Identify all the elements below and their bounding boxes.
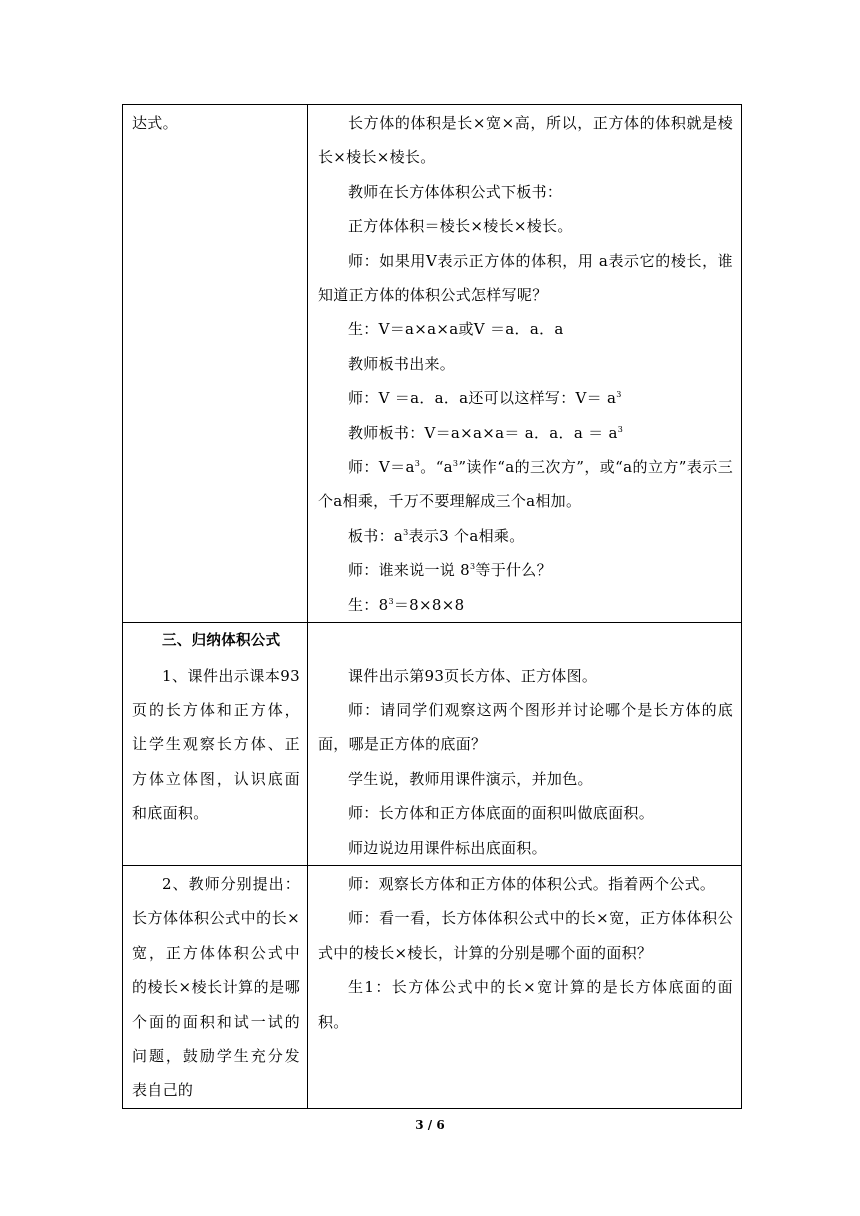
superscript: 3 [616, 390, 622, 400]
section-heading: 三、归纳体积公式 [162, 633, 281, 650]
text-run: 板书：a [348, 526, 404, 545]
superscript: 3 [452, 459, 459, 469]
paragraph: 教师在长方体体积公式下板书： [348, 182, 563, 201]
text-run: ”读作“a的三次方”，或“a的立方”表示三个a相乘，千万不要理解成三个a相加。 [318, 458, 734, 511]
paragraph: 师：观察长方体和正方体的体积公式。指着两个公式。 [348, 874, 716, 893]
superscript: 3 [403, 527, 409, 537]
paragraph [308, 553, 741, 587]
superscript: 3 [470, 562, 476, 572]
paragraph: 长方体的体积是长×宽×高，所以，正方体的体积就是棱长×棱长×棱长。 [318, 114, 733, 167]
paragraph: 学生说，教师用课件演示，并加色。 [348, 769, 593, 788]
paragraph: 师：长方体和正方体底面的面积叫做底面积。 [348, 804, 655, 823]
page-number: 3 / 6 [415, 1118, 445, 1132]
text-run: 生：8 [348, 595, 389, 614]
spacer [308, 624, 741, 658]
text-run: 。“a [420, 458, 453, 477]
paragraph [308, 588, 741, 622]
paragraph [308, 450, 741, 519]
paragraph: 师：如果用V表示正方体的体积，用 a表示它的棱长，谁知道正方体的体积公式怎样写呢？ [318, 251, 733, 305]
superscript: 3 [388, 596, 394, 606]
left-cell [123, 623, 308, 866]
paragraph: 生：V＝a×a×a或V ＝a．a．a [348, 320, 564, 339]
text-run: 师：V＝a [348, 458, 415, 477]
table-row [123, 623, 742, 866]
paragraph: 师：请同学们观察这两个图形并讨论哪个是长方体的底面，哪是正方体的底面？ [318, 700, 733, 754]
superscript: 3 [617, 424, 624, 434]
text-run: 表示3 个a相乘。 [408, 526, 525, 545]
right-cell [308, 865, 742, 1108]
paragraph: 生1：长方体公式中的长×宽计算的是长方体底面的面积。 [318, 978, 733, 1031]
right-cell [308, 623, 742, 866]
left-text: 达式。 [132, 114, 178, 132]
superscript: 3 [414, 459, 421, 469]
left-cell [123, 105, 308, 623]
left-text: 1、课件出示课本93页的长方体和正方体，让学生观察长方体、正方体立体图，认识底面和底面积。 [132, 666, 300, 823]
text-run: 师：谁来说一说 8 [348, 561, 471, 580]
right-cell [308, 105, 742, 623]
left-text: 2、教师分别提出：长方体体积公式中的长×宽，正方体体积公式中的棱长×棱长计算的是哪个面的面积和试一试的问题，鼓励学生充分发表自己的 [132, 874, 300, 1100]
paragraph [308, 381, 741, 415]
lesson-plan-table [122, 104, 742, 1109]
table-row [123, 865, 742, 1108]
text-run: ＝8×8×8 [393, 595, 465, 614]
paragraph [308, 416, 741, 450]
paragraph [308, 519, 741, 553]
paragraph: 课件出示第93页长方体、正方体图。 [348, 666, 598, 685]
paragraph: 师：看一看，长方体体积公式中的长×宽，正方体体积公式中的棱长×棱长，计算的分别是哪个面的面积？ [318, 909, 733, 962]
paragraph: 教师板书出来。 [348, 354, 456, 373]
paragraph: 正方体体积＝棱长×棱长×棱长。 [348, 217, 573, 236]
table-row [123, 105, 742, 623]
paragraph: 师边说边用课件标出底面积。 [348, 838, 547, 857]
text-run: 等于什么？ [475, 561, 552, 580]
text-run: 教师板书：V＝a×a×a＝ a．a．a ＝ a [348, 423, 618, 442]
left-cell [123, 865, 308, 1108]
text-run: 师：V ＝a．a．a还可以这样写：V＝ a [348, 389, 617, 408]
